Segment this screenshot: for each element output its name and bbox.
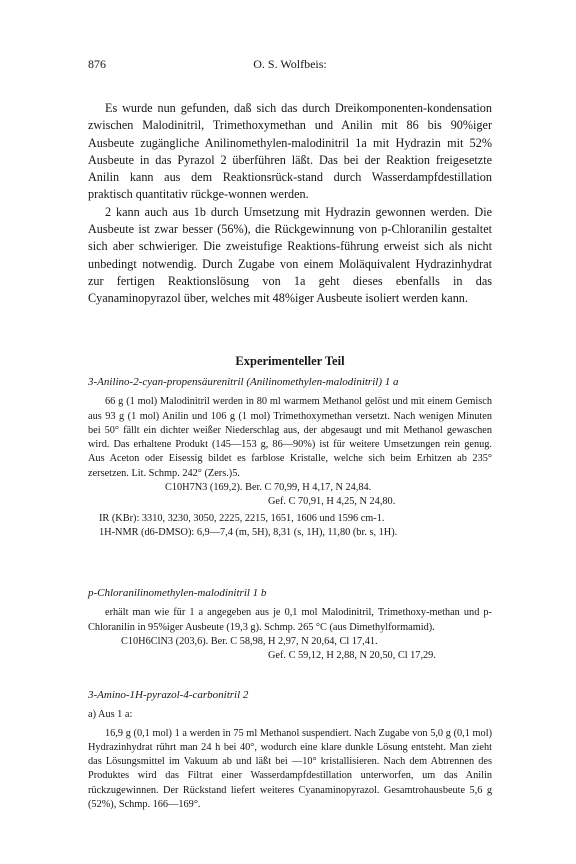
compound-1b-section: [88, 586, 492, 663]
compound-2-procedure: 16,9 g (0,1 mol) 1 a werden in 75 ml Methanol suspendiert. Nach Zugabe von 5,0 g (0,1 mol) Hydrazinhydrat rührt man 24 h bei 40°, wodurch eine klare dunkle Lösung entsteht. Man zieht das Lösungsmittel im Vakuum ab und läßt bei —10° kristallisieren. Nach dem Abtrennen des Produktes wird das Filtrat einer Wasserdampfdestillation unterworfen, um das Anilin rückzugewinnen. Der Rückstand liefert weiteres Cyanaminopyrazol. Gesamtrohausbeute 5,6 g (52%), Schmp. 166—169°.: [88, 727, 492, 811]
compound-1a-title: 3-Anilino-2-cyan-propensäurenitril (Anilinomethylen-malodinitril) 1 a: [88, 376, 399, 388]
intro-paragraph-1: Es wurde nun gefunden, daß sich das durch Dreikomponenten-kondensation zwischen Malodinitril, Trimethoxymethan und Anilin mit 86 bis 90%iger Ausbeute zugängliche Anilinomethylen-malodinitril 1a mit Hydrazin mit 52% Ausbeute in das Pyrazol 2 überführen läßt. Das bei der Reaktion freigesetzte Anilin kann aus dem Reaktionsrück-stand durch Wasserdampfdestillation praktisch quantitativ rückge-wonnen werden.: [88, 101, 492, 202]
page-number: 876: [88, 57, 106, 71]
compound-2-subheading: a) Aus 1 a:: [88, 709, 133, 721]
page-header: [88, 57, 492, 71]
compound-1a-ir: IR (KBr): 3310, 3230, 3050, 2225, 2215, 1651, 1606 und 1596 cm-1.: [99, 512, 385, 524]
compound-1a-section: [88, 375, 492, 540]
compound-1a-analysis: [88, 481, 492, 510]
compound-1a-calc: C10H7N3 (169,2). Ber. C 70,99, H 4,17, N 24,84.: [165, 482, 372, 494]
compound-1b-title: p-Chloranilinomethylen-malodinitril 1 b: [88, 587, 267, 599]
compound-1a-procedure: 66 g (1 mol) Malodinitril werden in 80 ml warmem Methanol gelöst und mit einem Gemisch aus 93 g (1 mol) Anilin und 106 g (1 mol) Trimethoxymethan versetzt. Nach wenigen Minuten bei 50° fällt ein dichter weißer Niederschlag aus, der abgesaugt und mit Methanol gewaschen wird. Das erhaltene Produkt (145—153 g, 86—90%) ist für weitere Umsetzungen rein genug. Aus Aceton oder Eisessig bildet es farblose Kristalle, welche sich beim Erhitzen ab 235° zersetzen. Lit. Schmp. 242° (Zers.)5.: [88, 396, 492, 479]
compound-1b-procedure: erhält man wie für 1 a angegeben aus je 0,1 mol Malodinitril, Trimethoxy-methan und p-Chloranilin in 95%iger Ausbeute (19,3 g). Schmp. 265 °C (aus Dimethylformamid).: [88, 607, 492, 633]
compound-1b-calc: C10H6ClN3 (203,6). Ber. C 58,98, H 2,97, N 20,64, Cl 17,41.: [121, 635, 378, 647]
compound-2-title: 3-Amino-1H-pyrazol-4-carbonitril 2: [88, 689, 249, 701]
compound-1b-found: Gef. C 59,12, H 2,88, N 20,50, Cl 17,29.: [268, 650, 436, 662]
intro-text: [88, 100, 492, 308]
compound-1b-analysis: [88, 635, 492, 664]
running-title: O. S. Wolfbeis:: [253, 57, 327, 71]
compound-1a-found: Gef. C 70,91, H 4,25, N 24,80.: [268, 496, 396, 508]
compound-1a-nmr: 1H-NMR (d6-DMSO): 6,9—7,4 (m, 5H), 8,31 (s, 1H), 11,80 (br. s, 1H).: [99, 526, 398, 538]
section-heading: Experimenteller Teil: [235, 354, 345, 368]
compound-2-section: [88, 688, 492, 812]
intro-paragraph-2: 2 kann auch aus 1b durch Umsetzung mit Hydrazin gewonnen werden. Die Ausbeute ist zwar besser (56%), die Rückgewinnung von p-Chloranilin gestaltet sich aber schwieriger. Die zweistufige Reaktions-führung erweist sich als nicht unbedingt notwendig. Durch Zugabe von einem Moläquivalent Hydrazinhydrat zur fertigen Reaktionslösung von 1a geht dieses ebenfalls in das Cyanaminopyrazol über, welches mit 48%iger Ausbeute isoliert werden kann.: [88, 204, 492, 306]
